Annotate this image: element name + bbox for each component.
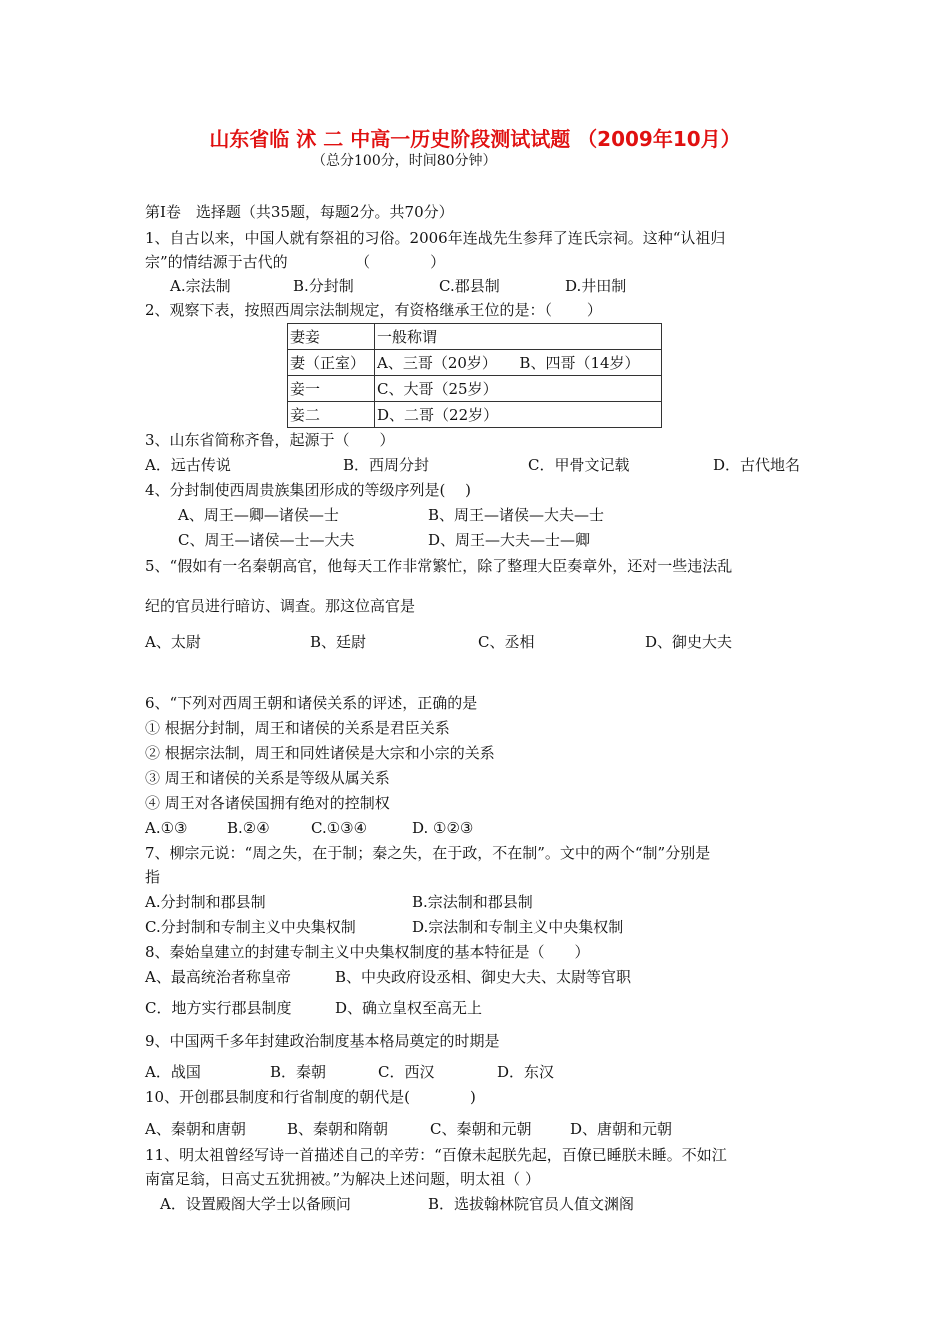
q6-statement-3: ③ 周王和诸侯的关系是等级从属关系	[145, 769, 390, 787]
table-row	[288, 376, 662, 402]
q6-option-c: C.①③④	[311, 819, 368, 837]
table-cell: A、三哥（20岁） B、四哥（14岁）	[375, 350, 662, 376]
table-cell: D、二哥（22岁）	[375, 402, 662, 428]
q7-option-c: C.分封制和专制主义中央集权制	[145, 918, 356, 936]
page-title: 山东省临 沭 二 中高一历史阶段测试试题 （2009年10月）	[209, 127, 741, 151]
q6-stem: 6、“下列对西周王朝和诸侯关系的评述，正确的是	[145, 694, 478, 712]
q10-option-b: B、秦朝和隋朝	[287, 1120, 389, 1138]
q1-option-d: D.井田制	[565, 277, 627, 295]
q4-option-a: A、周王—卿—诸侯—士	[178, 506, 339, 524]
table-cell: 妻妾	[288, 324, 375, 350]
q3-option-a: A．远古传说	[145, 456, 231, 474]
q8-option-d: D、确立皇权至高无上	[335, 999, 483, 1017]
q1-option-b: B.分封制	[293, 277, 354, 295]
q6-option-a: A.①③	[145, 819, 188, 837]
table-row	[288, 324, 662, 350]
q8-stem: 8、秦始皇建立的封建专制主义中央集权制度的基本特征是（ ）	[145, 943, 590, 961]
q7-stem-line2: 指	[145, 868, 161, 886]
q11-stem-line1: 11、明太祖曾经写诗一首描述自己的辛劳：“百僚未起朕先起，百僚已睡朕未睡。不如江	[145, 1146, 727, 1164]
q5-stem-line2: 纪的官员进行暗访、调查。那这位高官是	[145, 597, 416, 615]
table-row	[288, 402, 662, 428]
q11-option-a: A．设置殿阁大学士以备顾问	[160, 1195, 351, 1213]
q5-option-a: A、太尉	[145, 633, 201, 651]
q11-stem-line2: 南富足翁，日高丈五犹拥被。”为解决上述问题，明太祖（ ）	[145, 1170, 540, 1188]
q9-stem: 9、中国两千多年封建政治制度基本格局奠定的时期是	[145, 1032, 500, 1050]
table-cell: 妾一	[288, 376, 375, 402]
q3-option-b: B．西周分封	[343, 456, 430, 474]
q1-option-a: A.宗法制	[170, 277, 231, 295]
q7-option-d: D.宗法制和专制主义中央集权制	[412, 918, 624, 936]
q9-option-b: B．秦朝	[270, 1063, 327, 1081]
q7-stem-line1: 7、柳宗元说：“周之失，在于制；秦之失，在于政，不在制”。文中的两个“制”分别是	[145, 844, 711, 862]
q3-stem: 3、山东省简称齐鲁，起源于（ ）	[145, 431, 395, 449]
table-cell: 妾二	[288, 402, 375, 428]
table-cell: 妻（正室）	[288, 350, 375, 376]
q7-option-b: B.宗法制和郡县制	[412, 893, 533, 911]
table-cell: 一般称谓	[375, 324, 662, 350]
q10-option-d: D、唐朝和元朝	[570, 1120, 673, 1138]
q1-option-c: C.郡县制	[439, 277, 500, 295]
q10-option-a: A、秦朝和唐朝	[145, 1120, 246, 1138]
q3-option-c: C．甲骨文记载	[528, 456, 630, 474]
q10-stem: 10、开创郡县制度和行省制度的朝代是( )	[145, 1088, 476, 1106]
q9-option-c: C．西汉	[378, 1063, 435, 1081]
q5-option-d: D、御史大夫	[645, 633, 733, 651]
q4-option-c: C、周王—诸侯—士—大夫	[178, 531, 355, 549]
q4-option-b: B、周王—诸侯—大夫—士	[428, 506, 605, 524]
q9-option-d: D．东汉	[497, 1063, 555, 1081]
q5-option-b: B、廷尉	[310, 633, 367, 651]
table-row	[288, 350, 662, 376]
q2-table	[287, 323, 662, 428]
q6-option-b: B.②④	[227, 819, 270, 837]
q2-stem: 2、观察下表，按照西周宗法制规定，有资格继承王位的是：（ ）	[145, 301, 602, 319]
section-heading: 第Ⅰ卷 选择题（共35题，每题2分。共70分）	[145, 203, 454, 221]
table-cell: C、大哥（25岁）	[375, 376, 662, 402]
q6-statement-1: ① 根据分封制，周王和诸侯的关系是君臣关系	[145, 719, 450, 737]
q8-option-c: C．地方实行郡县制度	[145, 999, 292, 1017]
q10-option-c: C、秦朝和元朝	[430, 1120, 532, 1138]
q6-statement-4: ④ 周王对各诸侯国拥有绝对的控制权	[145, 794, 390, 812]
q11-option-b: B．选拔翰林院官员人值文渊阁	[428, 1195, 635, 1213]
q6-statement-2: ② 根据宗法制，周王和同姓诸侯是大宗和小宗的关系	[145, 744, 495, 762]
q7-option-a: A.分封制和郡县制	[145, 893, 266, 911]
q1-stem-line2: 宗”的情结源于古代的 （ ）	[145, 253, 446, 271]
q5-stem-line1: 5、“假如有一名秦朝高官，他每天工作非常繁忙，除了整理大臣奏章外，还对一些违法乱	[145, 557, 733, 575]
q8-option-a: A、最高统治者称皇帝	[145, 968, 291, 986]
q1-stem-line1: 1、自古以来，中国人就有祭祖的习俗。2006年连战先生参拜了连氏宗祠。这种“认祖归	[145, 229, 726, 247]
q4-stem: 4、分封制使西周贵族集团形成的等级序列是( )	[145, 481, 472, 499]
q9-option-a: A．战国	[145, 1063, 201, 1081]
q3-option-d: D．古代地名	[713, 456, 801, 474]
page-subtitle: （总分100分，时间80分钟）	[312, 153, 497, 169]
q5-option-c: C、丞相	[478, 633, 535, 651]
q4-option-d: D、周王—大夫—士—卿	[428, 531, 591, 549]
q8-option-b: B、中央政府设丞相、御史大夫、太尉等官职	[335, 968, 632, 986]
q6-option-d: D. ①②③	[412, 819, 474, 837]
